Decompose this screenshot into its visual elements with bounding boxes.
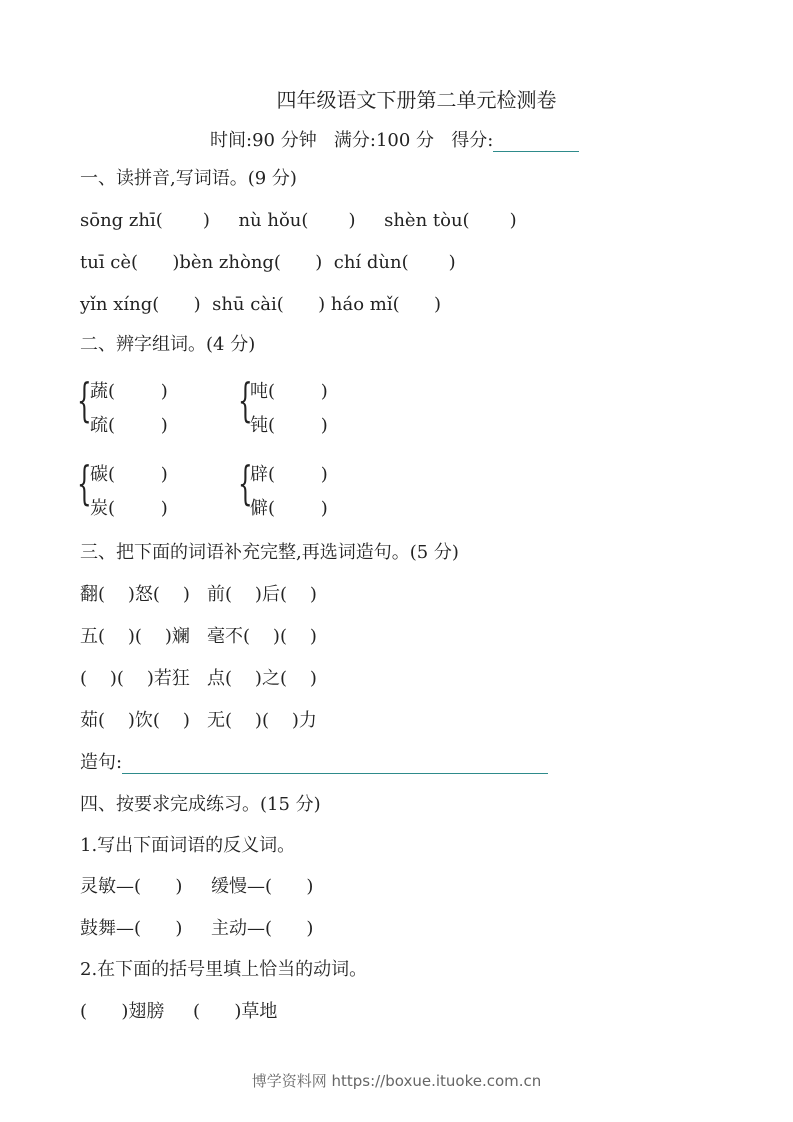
brace-icon: { [77,456,92,510]
verb-row-1: ( )翅膀 ( )草地 [80,1001,278,1022]
footer-watermark: 博学资料网 https://boxue.ituoke.com.cn [251,1072,542,1090]
pinyin-row-3: yǐn xíng( ) shū cài( ) háo mǐ( ) [80,294,441,315]
section2-heading: 二、辨字组词。(4 分) [80,334,256,355]
q2-prompt: 2.在下面的括号里填上恰当的动词。 [80,959,368,980]
brace-icon: { [238,373,253,427]
char-item: 吨( ) [250,381,328,402]
exam-meta [210,126,579,152]
char-item: 辟( ) [250,464,328,485]
pinyin-row-1: sōng zhī( ) nù hǒu( ) shèn tòu( ) [80,210,517,231]
char-item: 蔬( ) [90,381,168,402]
full-score-label: 满分:100 分 [333,130,435,151]
brace-icon: { [77,373,92,427]
idiom-row-4: 茹( )饮( ) 无( )( )力 [80,710,317,731]
section1-heading: 一、读拼音,写词语。(9 分) [80,168,297,189]
char-item: 疏( ) [90,415,168,436]
sentence-line [80,752,548,774]
score-label: 得分: [451,130,494,151]
pinyin-row-2: tuī cè( )bèn zhòng( ) chí dùn( ) [80,252,456,273]
time-label: 时间:90 分钟 [210,130,317,151]
brace-icon: { [238,456,253,510]
char-item: 僻( ) [250,498,328,519]
char-item: 炭( ) [90,498,168,519]
idiom-row-1: 翻( )怒( ) 前( )后( ) [80,584,317,605]
idiom-row-3: ( )( )若狂 点( )之( ) [80,668,317,689]
idiom-row-2: 五( )( )斓 毫不( )( ) [80,626,317,647]
antonym-row-1: 灵敏—( ) 缓慢—( ) [80,876,314,897]
section3-heading: 三、把下面的词语补充完整,再选词造句。(5 分) [80,542,459,563]
score-blank[interactable] [493,131,579,152]
page-title: 四年级语文下册第二单元检测卷 [276,88,557,112]
char-item: 碳( ) [90,464,168,485]
antonym-row-2: 鼓舞—( ) 主动—( ) [80,918,314,939]
q1-prompt: 1.写出下面词语的反义词。 [80,835,296,856]
sentence-blank[interactable] [122,753,548,774]
sentence-label: 造句: [80,752,123,773]
section4-heading: 四、按要求完成练习。(15 分) [80,794,321,815]
char-item: 钝( ) [250,415,328,436]
